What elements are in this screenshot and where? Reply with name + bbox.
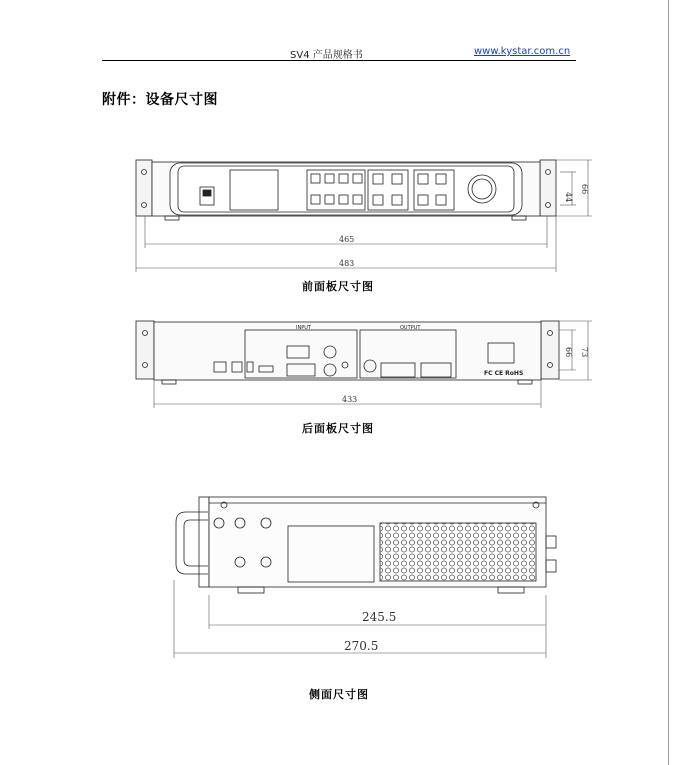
front-panel-drawing [136, 160, 556, 220]
rear-dim-433: 433 [342, 395, 358, 404]
rear-label-input: INPUT [296, 325, 311, 331]
rear-label-output: OUTPUT [400, 325, 421, 331]
rear-dim-73: 73 [580, 347, 589, 358]
rear-label-certifications: FC CE RoHS [484, 370, 524, 377]
section-title: 附件：设备尺寸图 [102, 92, 218, 108]
caption-front-panel: 前面板尺寸图 [302, 280, 374, 293]
side-dim-270-5: 270.5 [344, 639, 379, 653]
side-view-drawing [176, 497, 556, 593]
rear-dim-66: 66 [564, 347, 573, 358]
caption-rear-panel: 后面板尺寸图 [302, 422, 374, 435]
front-dim-483: 483 [339, 259, 355, 268]
front-dim-44: 44 [564, 192, 573, 203]
front-dim-66: 66 [580, 184, 589, 195]
header-doc-title: SV4 产品规格书 [290, 50, 363, 61]
header-website-link[interactable]: www.kystar.com.cn [474, 46, 571, 57]
side-dim-245-5: 245.5 [362, 610, 397, 624]
front-dim-465: 465 [339, 235, 355, 244]
caption-side-view: 侧面尺寸图 [309, 688, 369, 701]
